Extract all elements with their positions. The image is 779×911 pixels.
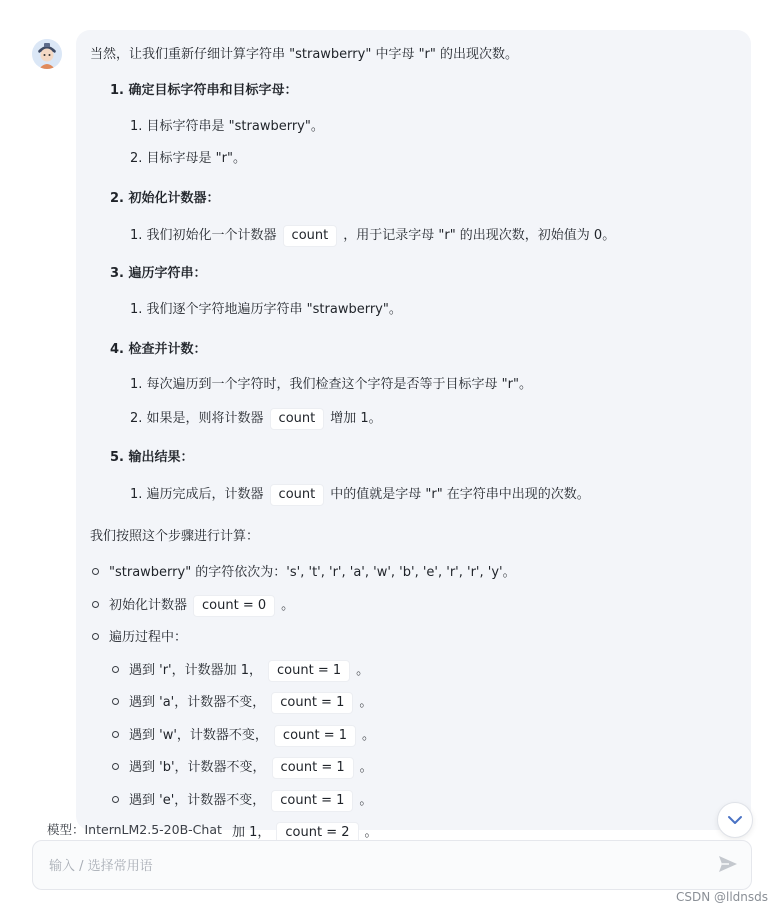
inline-code: count = 1 bbox=[274, 725, 356, 747]
bullet-init-text: 初始化计数器 bbox=[109, 598, 188, 613]
bullet-chars-text: "strawberry" 的字符依次为：'s', 't', 'r', 'a', 'w', 'b', 'e', 'r', 'r', 'y'。 bbox=[109, 565, 516, 580]
sub-bullet-text: 加 1， bbox=[232, 825, 271, 840]
chat-input[interactable] bbox=[47, 853, 691, 879]
sub-bullet-text: 遇到 'r'，计数器加 1， bbox=[129, 663, 263, 678]
step-5-item-1 bbox=[130, 484, 590, 506]
inline-code: count = 1 bbox=[272, 757, 354, 779]
bullet-loop bbox=[92, 628, 187, 648]
calc-intro: 我们按照这个步骤进行计算： bbox=[90, 529, 260, 544]
bullet-icon bbox=[112, 796, 119, 803]
inline-code: count = 1 bbox=[271, 790, 353, 812]
avatar-icon bbox=[32, 39, 62, 69]
sub-bullet-5 bbox=[112, 790, 372, 812]
inline-code: count = 0 bbox=[193, 595, 275, 617]
step-5-item-text: 1. 遍历完成后，计数器 bbox=[130, 487, 264, 502]
step-4-item-2-text: 2. 如果是，则将计数器 bbox=[130, 411, 264, 426]
send-icon bbox=[717, 853, 739, 875]
sub-bullet-end: 。 bbox=[364, 825, 378, 840]
bullet-icon bbox=[112, 731, 119, 738]
step-1-title: 1. 确定目标字符串和目标字母： bbox=[110, 83, 298, 98]
watermark: CSDN @lldnsds bbox=[675, 890, 768, 904]
sub-bullet-end: 。 bbox=[356, 663, 370, 678]
step-3-title: 3. 遍历字符串： bbox=[110, 266, 207, 281]
step-4-title: 4. 检查并计数： bbox=[110, 342, 207, 357]
bullet-icon bbox=[112, 763, 119, 770]
model-label: 模型：InternLM2.5-20B-Chat bbox=[47, 822, 222, 837]
sub-bullet-text: 遇到 'a'，计数器不变， bbox=[129, 695, 266, 710]
inline-code: count bbox=[270, 408, 325, 430]
step-4-item-2 bbox=[130, 408, 382, 430]
sub-bullet-text: 遇到 'w'，计数器不变， bbox=[129, 728, 268, 743]
step-4-item-1: 1. 每次遍历到一个字符时，我们检查这个字符是否等于目标字母 "r"。 bbox=[130, 377, 532, 392]
message-intro: 当然，让我们重新仔细计算字符串 "strawberry" 中字母 "r" 的出现次数。 bbox=[90, 47, 519, 62]
sub-bullet-4 bbox=[112, 757, 373, 779]
bullet-init-end: 。 bbox=[281, 598, 295, 613]
sub-bullet-2 bbox=[112, 692, 372, 714]
assistant-avatar bbox=[32, 39, 62, 69]
sub-bullet-end: 。 bbox=[359, 695, 373, 710]
bullet-icon bbox=[112, 666, 119, 673]
send-button[interactable] bbox=[717, 853, 739, 875]
inline-code: count bbox=[270, 484, 325, 506]
sub-bullet-text: 遇到 'e'，计数器不变， bbox=[129, 793, 266, 808]
bullet-icon bbox=[92, 601, 99, 608]
sub-bullet-end: 。 bbox=[359, 793, 373, 808]
bullet-icon bbox=[112, 698, 119, 705]
step-4-item-2-text-end: 增加 1。 bbox=[330, 411, 382, 426]
inline-code: count = 2 bbox=[276, 822, 358, 844]
inline-code: count = 1 bbox=[268, 660, 350, 682]
step-2-item-text-end: ，用于记录字母 "r" 的出现次数，初始值为 0。 bbox=[343, 228, 616, 243]
inline-code: count bbox=[283, 225, 338, 247]
step-1-item-2: 2. 目标字母是 "r"。 bbox=[130, 151, 246, 166]
step-5-title: 5. 输出结果： bbox=[110, 450, 194, 465]
sub-bullet-end: 。 bbox=[362, 728, 376, 743]
chevron-down-icon bbox=[718, 803, 752, 837]
sub-bullet-3 bbox=[112, 725, 375, 747]
bullet-icon bbox=[92, 568, 99, 575]
step-1-item-1: 1. 目标字符串是 "strawberry"。 bbox=[130, 119, 324, 134]
sub-bullet-end: 。 bbox=[359, 760, 373, 775]
inline-code: count = 1 bbox=[271, 692, 353, 714]
step-5-item-text-end: 中的值就是字母 "r" 在字符串中出现的次数。 bbox=[330, 487, 590, 502]
step-3-item-1: 1. 我们逐个字符地遍历字符串 "strawberry"。 bbox=[130, 302, 402, 317]
bullet-loop-text: 遍历过程中： bbox=[109, 630, 188, 645]
bullet-chars bbox=[92, 563, 516, 583]
chat-input-container bbox=[32, 840, 752, 890]
sub-bullet-1 bbox=[112, 660, 369, 682]
step-2-item-1 bbox=[130, 225, 615, 247]
bullet-icon bbox=[92, 633, 99, 640]
sub-bullet-text: 遇到 'b'，计数器不变， bbox=[129, 760, 266, 775]
step-2-item-text: 1. 我们初始化一个计数器 bbox=[130, 228, 277, 243]
bullet-init bbox=[92, 595, 294, 617]
step-2-title: 2. 初始化计数器： bbox=[110, 191, 220, 206]
scroll-to-bottom-button[interactable] bbox=[717, 802, 753, 838]
